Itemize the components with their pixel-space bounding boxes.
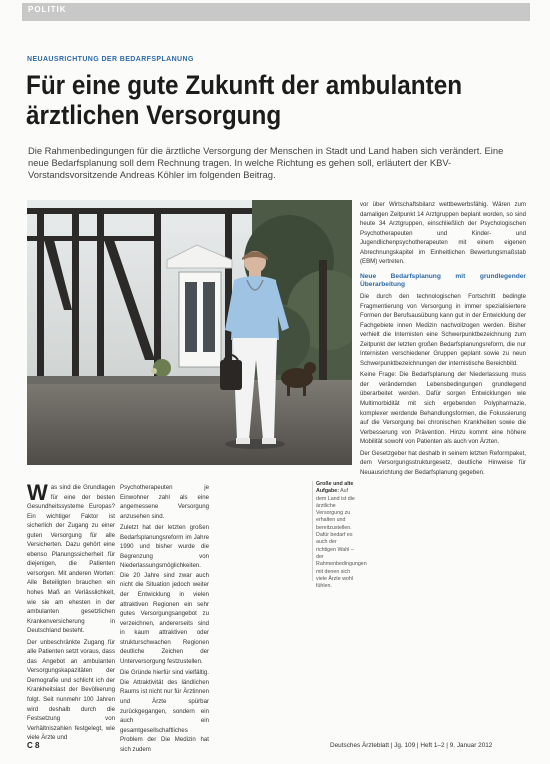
- photo-caption: [316, 481, 367, 590]
- section-subheading: Neue Bedarfsplanung mit grundlegender Überarbeitung: [360, 272, 526, 289]
- article-column-1: [27, 480, 115, 743]
- article-column-3: [360, 200, 526, 477]
- section-label: POLITIK: [28, 5, 67, 14]
- paragraph: [27, 480, 115, 636]
- caption-lead: Große und alte Aufgabe:: [316, 481, 354, 495]
- photo-illustration: [27, 200, 352, 465]
- publication-footer: Deutsches Ärzteblatt | Jg. 109 | Heft 1–2 | 9. Januar 2012: [330, 742, 493, 749]
- page-number: C 8: [27, 741, 40, 750]
- article-column-2: [120, 483, 209, 754]
- paragraph: Der unbeschränkte Zugang für alle Patienten setzt voraus, dass das Angebot an ambulanten Versorgungskapazitäten der Demografie und schlicht ich der Krankheitslast der Bevölkerung folgt. Seit nunmehr 100 Jahren wird deshalb durch die Festsetzung von Verhältniszahlen festgelegt, wie viele Ärzte und: [27, 638, 115, 742]
- intro-text: Die Rahmenbedingungen für die ärztliche Versorgung der Menschen in Stadt und Land haben sich verändert. Eine neue Bedarfsplanung soll dem Rechnung tragen. In welche Richtung es gehen soll, erläutert der KBV-Vorstandsvorsitzende Andreas Köhler im folgenden Beitrag.: [28, 145, 504, 181]
- section-bar: [22, 3, 530, 21]
- headline: Für eine gute Zukunft der ambulanten ärztlichen Versorgung: [26, 70, 463, 130]
- paragraph: Keine Frage: Die Bedarfsplanung der Niederlassung muss der verändernden Lebensbedingungen grundlegend überarbeitet werden. Dafür sorgen Entwicklungen wie Multimorbidität mit sich ergebenden Polypharmazie, komplexer werdende Behandlungsformen, die Fokussierung auf die Versorgung bei chronischen Krankheiten sowie die Verbesserung von Prävention. Hinzu kommt eine höhere Mobilität sowohl von Patienten als auch von Ärzten.: [360, 371, 526, 446]
- paragraph: Der Gesetzgeber hat deshalb in seinem letzten Reformpaket, dem Versorgungsstrukturgesetz, deutliche Hinweise für Neuausrichtung der Bedarfsplanung gegeben.: [360, 449, 526, 476]
- drop-cap: W: [27, 480, 48, 505]
- kicker: NEUAUSRICHTUNG DER BEDARFSPLANUNG: [27, 56, 194, 63]
- caption-rule: [312, 481, 313, 581]
- paragraph: Die durch den technologischen Fortschritt bedingte Fragmentierung von Versorgung in immer spezialisiertere Formen der Berufsausübung kann gut in der Entwicklung der Fachgebiete innen Medizin nachvollzogen werden. Bisher verhielt die Internisten eine Schwerpunktbezeichnung zum Zeitpunkt der letzten großen Bedarfsplanungsreform, die nur Internisten verschiedener Gruppen geplant sowie zu neun Schwerpunktbezeichnungen der internistische Bereichbild.: [360, 293, 526, 367]
- paragraph: vor über Wirtschaftsbilanz wettbewerbsfähig. Wären zum damaligen Zeitpunkt 14 Arztgruppen beplant worden, so sind heute 34 Arztgruppen, einschließlich der Psychologischen Psychotherapeuten und Kinder- und Jugendlichenpsychotherapeuten mit einem eigenen Abrechnungskapitel im Einheitlichen Bewertungsmaßstab (EBM) vertreten.: [360, 201, 526, 266]
- paragraph-text: as sind die Grundlagen für eine der besten Gesundheitssysteme Europas? Ein wichtiger Faktor ist sicherlich der Zugang zu einer guten Versorgung für alle Versicherten. Dazu gehört eine ebenso Planungssicherheit für diejenigen, die Patienten versorgen. Mit anderen Worten: Alle Beteiligten brauchen ein hohes Maß an Verlässlichkeit, wie sie am ehesten in der ambulanten gesetzlichen Krankenversicherung in Deutschland besteht.: [27, 484, 115, 635]
- paragraph: Psychotherapeuten je Einwohner zahl als eine angemessene Versorgung anzusehen sind.: [120, 484, 209, 520]
- article-photo: [27, 200, 352, 465]
- paragraph: Zuletzt hat der letzten großen Bedarfsplanungsreform im Jahre 1990 und bisher wurde die Begrenzung von Niederlassungsmöglichkeiten. Die 20 Jahre sind zwar auch nicht die Situation jedoch weiter der Entwicklung in vielen attraktiven Regionen ein sehr gutes Versorgungsangebot zu verzeichnen, andererseits sind in kaum attraktiven oder strukturschwachen Regionen deutliche Zeichen der Unterversorgung festzustellen.: [120, 524, 209, 665]
- caption-text: Auf dem Land ist die ärztliche Versorgung zu erhalten und bereitzustellen. Dafür bedarf es auch der richtigen Wahl – der Rahmenbedingungen mit denen sich viele Ärzte wohl fühlen.: [316, 488, 367, 590]
- paragraph: Die Gründe hierfür sind vielfältig. Die Attraktivität des ländlichen Raums ist nicht nur für Ärztinnen und Ärzte spürbar zurückgegangen, sondern ein auch ein gesamtgesellschaftliches Problem der Die Medizin hat sich zudem: [120, 669, 209, 753]
